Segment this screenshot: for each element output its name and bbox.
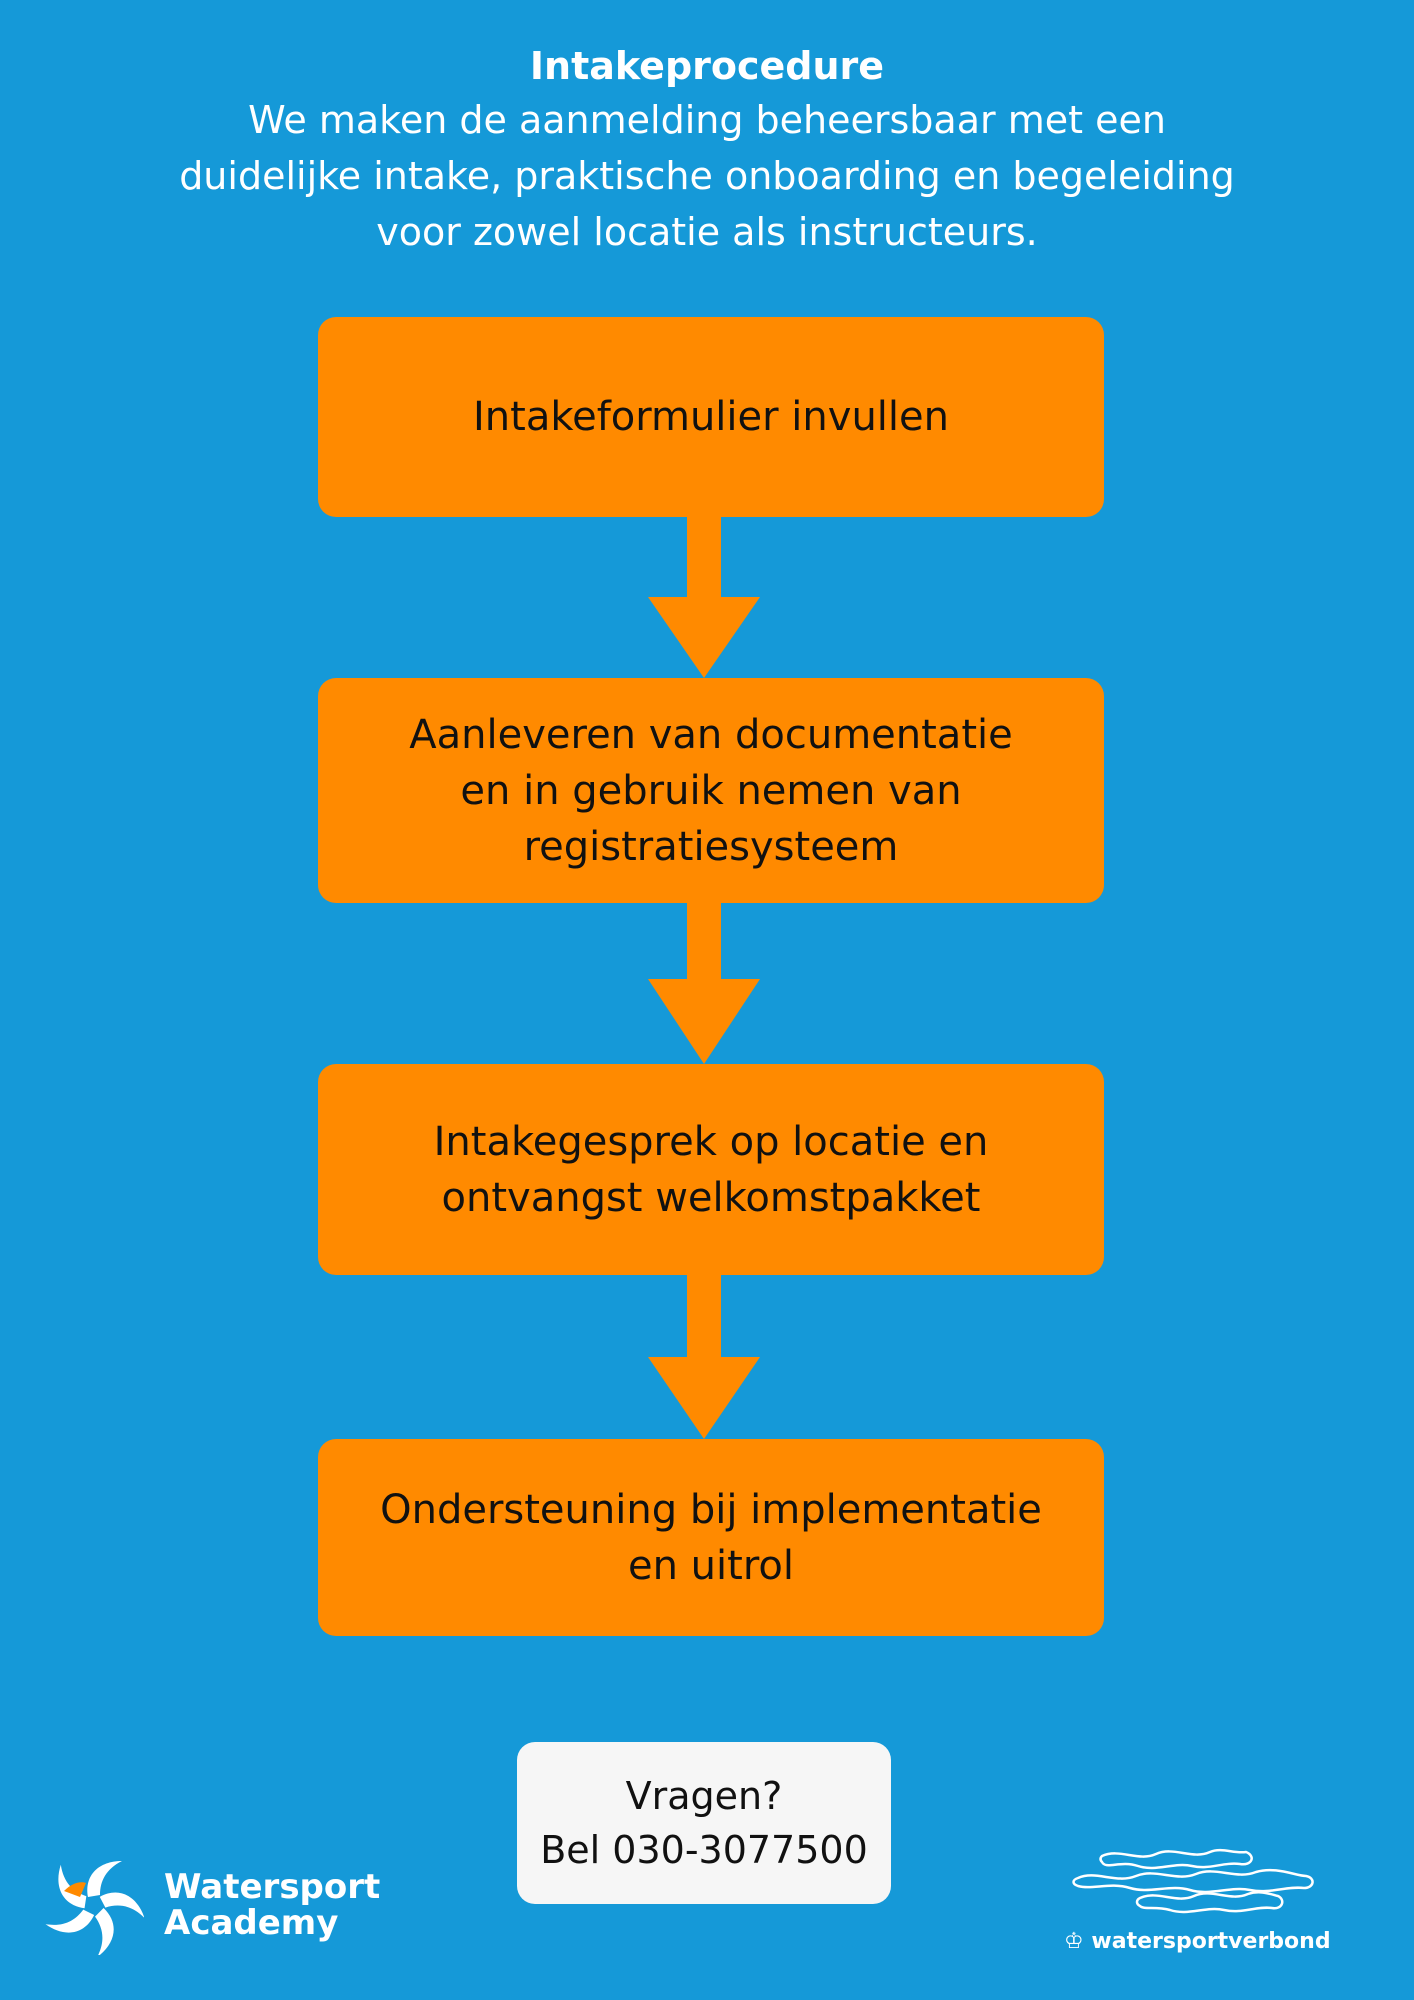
page-subtitle xyxy=(117,92,1297,260)
step-text-line: Intakeformulier invullen xyxy=(473,394,949,440)
step-text-line: en uitrol xyxy=(628,1542,794,1589)
step-box-intakeformulier xyxy=(318,317,1104,517)
crown-icon: ♔ xyxy=(1064,1929,1084,1954)
step-box-ondersteuning xyxy=(318,1439,1104,1636)
step-text-line: Aanleveren van documentatie xyxy=(409,711,1013,758)
step-text-line: ontvangst welkomstpakket xyxy=(441,1174,981,1221)
contact-question: Vragen? xyxy=(625,1774,783,1818)
academy-wordmark xyxy=(164,1869,380,1941)
watersportverbond-logo xyxy=(1060,1840,1350,1960)
step-text-line: en in gebruik nemen van xyxy=(460,767,962,814)
header xyxy=(0,40,1414,260)
step-text-line: registratiesysteem xyxy=(523,823,899,870)
verbond-wordmark-text: watersportverbond xyxy=(1091,1929,1331,1954)
watersport-academy-logo xyxy=(44,1855,394,1955)
step-text-line: Ondersteuning bij implementatie xyxy=(380,1486,1042,1533)
subtitle-line: We maken de aanmelding beheersbaar met een xyxy=(248,98,1166,142)
contact-box xyxy=(517,1742,891,1904)
page-title: Intakeprocedure xyxy=(529,44,885,88)
subtitle-line: duidelijke intake, praktische onboarding en begeleiding xyxy=(179,154,1235,198)
flow-arrow-1 xyxy=(646,517,762,678)
subtitle-line: voor zowel locatie als instructeurs. xyxy=(376,210,1038,254)
waves-icon xyxy=(1060,1840,1350,1920)
step-box-intakegesprek xyxy=(318,1064,1104,1275)
verbond-wordmark xyxy=(1064,1930,1331,1954)
step-box-documentatie xyxy=(318,678,1104,903)
contact-phone: Bel 030-3077500 xyxy=(540,1828,868,1872)
wordmark-line: Academy xyxy=(164,1903,339,1943)
flow-arrow-3 xyxy=(646,1275,762,1439)
pinwheel-icon xyxy=(44,1855,144,1955)
step-text-line: Intakegesprek op locatie en xyxy=(433,1118,989,1165)
wordmark-line: Watersport xyxy=(164,1867,381,1907)
flow-arrow-2 xyxy=(646,903,762,1064)
